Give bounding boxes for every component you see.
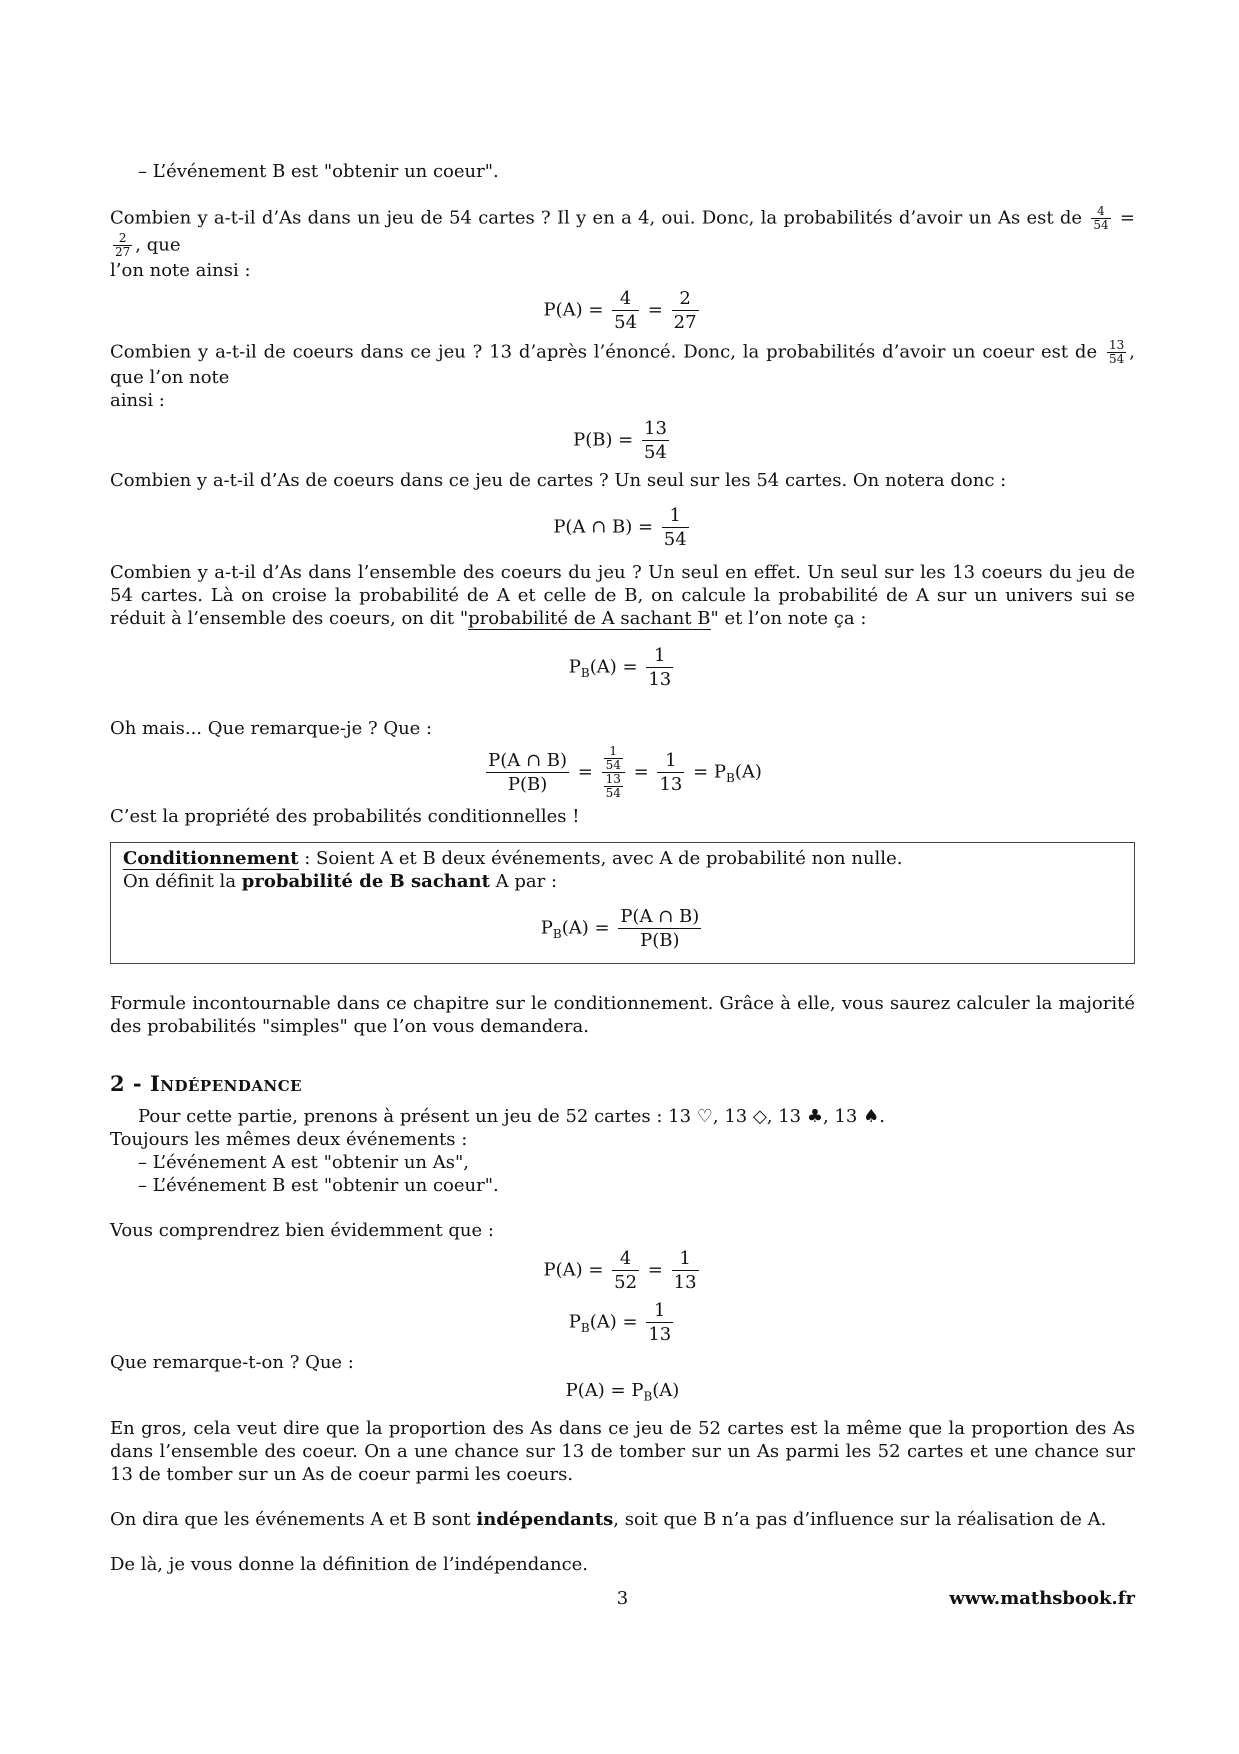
- paragraph-summary: En gros, cela veut dire que la proportion des As dans ce jeu de 52 cartes est la même que la proportion des As dans l’ensemble des coeur. On a une chance sur 13 de tomber sur un As parmi les 52 cartes et une chance sur 13 de tomber sur un As de coeur parmi les coeurs.: [110, 1417, 1135, 1485]
- nested-fraction: $\frac{\frac{1}{54}}{\frac{13}{54}}$: [602, 745, 625, 800]
- paragraph-definition-intro: De là, je vous donne la définition de l’indépendance.: [110, 1553, 589, 1575]
- document-body: [110, 160, 1135, 1576]
- definition-title: Conditionnement: [123, 848, 299, 869]
- equation-pBA: $P_B(A)$ = $\frac{1}{13}$: [568, 645, 672, 690]
- paragraph-ace-of-hearts: Combien y a-t-il d’As de coeurs dans ce jeu de cartes ? Un seul sur les 54 cartes. On notera donc :: [110, 470, 1007, 491]
- paragraph-independent: On dira que les événements A et B sont indépendants, soit que B n’a pas d’influence sur la réalisation de A.: [110, 1508, 1107, 1530]
- paragraph-aces: Combien y a-t-il d’As dans un jeu de 54 cartes ? Il y en a 4, oui. Donc, la probabilités d’avoir un As est de $\frac{4}{54}$ = $\frac{2}{27}$ , que l’on note ainsi :: [110, 204, 1135, 281]
- paragraph-remark: Oh mais... Que remarque-je ? Que :: [110, 718, 433, 739]
- page-footer: [110, 1588, 1135, 1612]
- definition-box: Conditionnement : Soient A et B deux événements, avec A de probabilité non nulle. On définit la probabilité de B sachant A par : $P_B(A)$ = $\frac{P(A \cap B)}{P(B)}$: [110, 842, 1135, 964]
- paragraph-conditional: Combien y a-t-il d’As dans l’ensemble des coeurs du jeu ? Un seul en effet. Un seul sur les 13 coeurs du jeu de 54 cartes. Là on croise la probabilité de A et celle de B, on calcule la probabilité de A sur un univers sui se réduit à l’ensemble des coeurs, on dit "probabilité de A sachant B" et l’on note ça :: [110, 562, 1135, 629]
- site-link[interactable]: www.mathsbook.fr: [949, 1588, 1135, 1609]
- event-b-item-2: – L’événement B est "obtenir un coeur".: [138, 1175, 499, 1196]
- equation-pBA-2: $P_B(A)$ = $\frac{1}{13}$: [568, 1300, 672, 1345]
- paragraph-notice: Que remarque-t-on ? Que :: [110, 1352, 354, 1373]
- section-title: 2 - Indépendance: [110, 1071, 303, 1096]
- equation-definition: $P_B(A)$ = $\frac{P(A \cap B)}{P(B)}$: [540, 906, 700, 951]
- equation-pA: P(A) = $\frac{4}{54}$ = $\frac{2}{27}$: [543, 288, 697, 333]
- equation-equal: $P(A) = P_B(A)$: [565, 1380, 680, 1404]
- fraction-2-27: $\frac{2}{27}$: [115, 231, 131, 259]
- page-number: 3: [616, 1588, 629, 1609]
- sachant-link: probabilité de A sachant B: [468, 608, 711, 629]
- event-b-item: – L’événement B est "obtenir un coeur".: [138, 161, 499, 182]
- paragraph-hearts: Combien y a-t-il de coeurs dans ce jeu ? 13 d’après l’énoncé. Donc, la probabilités d’avoir un coeur est de $\frac{13}{54}$ , que l’on note ainsi :: [110, 338, 1135, 411]
- equation-pAB: P(A ∩ B) = $\frac{1}{54}$: [553, 505, 687, 550]
- event-a-item: – L’événement A est "obtenir un As",: [138, 1152, 469, 1173]
- paragraph-events: Toujours les mêmes deux événements :: [110, 1129, 468, 1150]
- equation-ratio: $\frac{P(A \cap B)}{P(B)}$ = $\frac{\frac{1}{54}}{\frac{13}{54}}$ = $\frac{1}{13}$ = $P_B(A)$: [488, 744, 762, 800]
- text: Combien y a-t-il d’As dans un jeu de 54 cartes ? Il y en a 4, oui. Donc, la probabilités d’avoir un As est de: [110, 207, 1083, 229]
- paragraph-understand: Vous comprendrez bien évidemment que :: [110, 1220, 494, 1241]
- paragraph-52-cards: Pour cette partie, prenons à présent un jeu de 52 cartes : 13 ♡, 13 ◇, 13 ♣, 13 ♠.: [138, 1106, 885, 1127]
- equation-pB: P(B) = $\frac{13}{54}$: [573, 418, 667, 463]
- equation-pA-52: P(A) = $\frac{4}{52}$ = $\frac{1}{13}$: [543, 1248, 697, 1293]
- fraction-13-54: $\frac{13}{54}$: [1108, 338, 1125, 366]
- paragraph-formula: Formule incontournable dans ce chapitre sur le conditionnement. Grâce à elle, vous saurez calculer la majorité des probabilités "simples" que l’on vous demandera.: [110, 993, 1135, 1037]
- fraction-4-54: $\frac{4}{54}$: [1093, 204, 1109, 232]
- paragraph-property: C’est la propriété des probabilités conditionnelles !: [110, 806, 580, 827]
